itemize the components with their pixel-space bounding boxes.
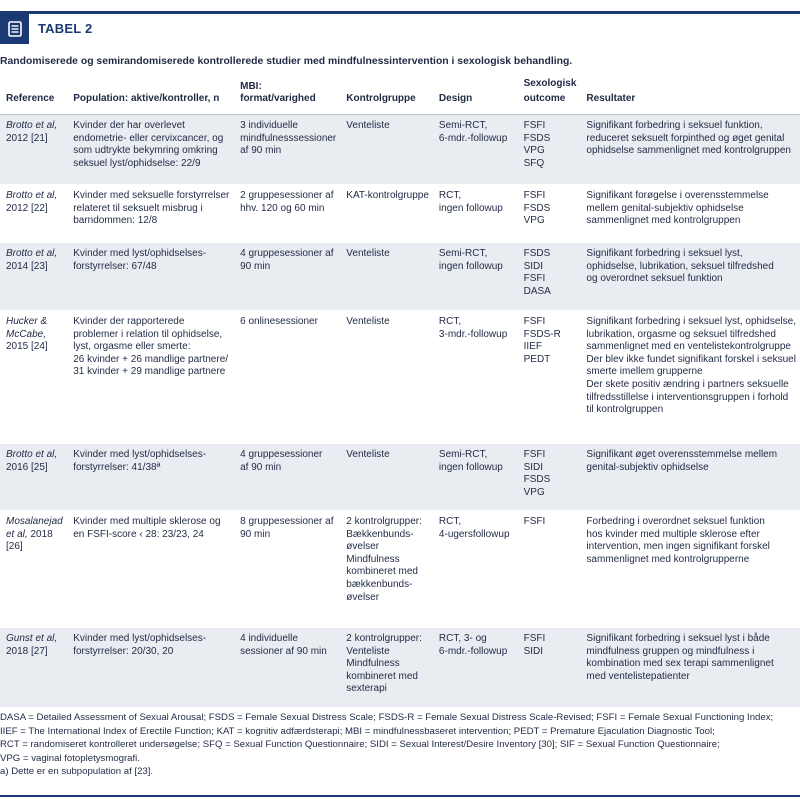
cell-results-line: ophidselse, lubrikation, seksuel tilfredshed: [586, 260, 774, 272]
cell-design-line: 6-mdr.-followup: [438, 645, 508, 657]
cell-results-line: Signifikant forbedring i seksuel lyst,: [586, 248, 743, 259]
cell-design: [433, 243, 518, 311]
cell-results: [580, 311, 800, 444]
cell-results-line: til kontrolgruppen: [586, 404, 664, 416]
cell-results-line: smerte imellem grupperne: [586, 366, 703, 378]
cell-results: [580, 185, 800, 243]
column-header-control: Kontrolgruppe: [340, 76, 433, 115]
cell-outcome-line: FSFI: [523, 449, 546, 460]
cell-population-line: seksuel lyst/ophidselse: 22/9: [73, 157, 201, 169]
cell-population: [67, 511, 234, 628]
cell-outcome-line: VPG: [523, 215, 545, 227]
cell-results: [580, 243, 800, 311]
cell-population-line: Kvinder med lyst/ophidselses-: [73, 449, 207, 460]
table-row: [0, 185, 800, 243]
cell-population-line: problemer i relation til ophidselse,: [73, 328, 223, 340]
reference-year: 2018 [27]: [6, 645, 48, 657]
cell-outcome-line: SIDI: [523, 645, 544, 657]
cell-results-line: intervention, men ingen signifikant forskel: [586, 541, 770, 553]
cell-mbi-line: 4 gruppesessioner af: [240, 248, 334, 259]
cell-reference: [0, 115, 67, 185]
reference-authors: McCabe,: [6, 328, 47, 340]
cell-mbi-line: af 90 min: [240, 145, 282, 157]
cell-results-line: og overordnet seksuel funktion: [586, 273, 723, 285]
cell-outcome-line: FSFI: [523, 516, 546, 527]
cell-results: [580, 511, 800, 628]
cell-mbi-line: hhv. 120 og 60 min: [240, 202, 325, 214]
bottom-rule: [0, 795, 800, 797]
cell-population: [67, 185, 234, 243]
cell-population-line: forstyrrelser: 41/38ª: [73, 461, 161, 473]
cell-results-line: sammenlignet med kontrolgrupperne: [586, 553, 750, 565]
cell-control-line: KAT-kontrolgruppe: [346, 190, 429, 201]
cell-outcome-line: FSFI: [523, 633, 546, 644]
cell-control: [340, 511, 433, 628]
cell-control: [340, 185, 433, 243]
cell-outcome-line: SFQ: [523, 157, 545, 169]
cell-design-line: ingen followup: [438, 461, 503, 473]
cell-reference: [0, 511, 67, 628]
cell-mbi-line: sessioner af 90 min: [240, 645, 327, 657]
cell-design-line: 3-mdr.-followup: [438, 328, 508, 340]
cell-reference: [0, 444, 67, 511]
cell-outcome: [518, 444, 581, 511]
cell-results-line: Signifikant øget overensstemmelse mellem: [586, 449, 778, 460]
cell-results-line: Der skete positiv ændring i partners seksuelle: [586, 378, 789, 390]
reference-authors: Gunst et al,: [6, 633, 58, 644]
cell-population-line: Kvinder med lyst/ophidselses-: [73, 633, 207, 644]
cell-control-line: øvelser: [346, 541, 380, 553]
reference-authors: Brotto et al,: [6, 248, 58, 259]
footnotes: [0, 711, 773, 779]
cell-control-line: Venteliste: [346, 120, 390, 131]
cell-control-line: Venteliste: [346, 316, 390, 327]
cell-control-line: kombineret med: [346, 670, 418, 682]
cell-results-line: Der blev ikke fundet signifikant forskel i seksuel: [586, 353, 796, 365]
cell-population-line: 31 kvinder + 29 mandlige partnere: [73, 366, 226, 378]
reference-year: 2014 [23]: [6, 260, 48, 272]
studies-table: [0, 76, 800, 708]
cell-mbi-line: 6 onlinesessioner: [240, 316, 318, 327]
cell-population: [67, 628, 234, 708]
cell-control-line: Mindfulness: [346, 658, 400, 670]
footnote-line: VPG = vaginal fotopletysmografi.: [0, 752, 140, 764]
cell-population-line: Kvinder med multiple sklerose og: [73, 516, 221, 527]
column-header-population: Population: aktive/kontroller, n: [67, 76, 234, 115]
cell-reference: [0, 243, 67, 311]
cell-results-line: sammenlignet med kontrolgruppen: [586, 215, 741, 227]
cell-mbi: [234, 185, 340, 243]
cell-design-line: ingen followup: [438, 260, 503, 272]
cell-results-line: mindfulness gruppen og mindfulness i: [586, 645, 755, 657]
cell-control: [340, 243, 433, 311]
cell-design-line: RCT,: [438, 316, 462, 327]
column-header-mbi: MBI: format/varighed: [234, 76, 340, 115]
cell-population-line: Kvinder med seksuelle forstyrrelser: [73, 190, 230, 201]
table-caption: Randomiserede og semirandomiserede kontrollerede studier med mindfulnessintervention i sexologisk behandling.: [0, 56, 573, 67]
cell-results: [580, 444, 800, 511]
reference-authors: Brotto et al,: [6, 190, 58, 201]
cell-outcome: [518, 511, 581, 628]
reference-year: 2015 [24]: [6, 341, 48, 353]
cell-design: [433, 628, 518, 708]
cell-mbi: [234, 628, 340, 708]
cell-population: [67, 115, 234, 185]
reference-authors: Brotto et al,: [6, 120, 58, 131]
cell-outcome-line: FSDS: [523, 202, 551, 214]
cell-population-line: som udtrykte bekymring omkring: [73, 145, 218, 157]
cell-population-line: relateret til seksuelt misbrug i: [73, 202, 203, 214]
cell-mbi-line: af 90 min: [240, 461, 282, 473]
cell-population-line: forstyrrelser: 67/48: [73, 260, 157, 272]
table-row: [0, 115, 800, 185]
cell-outcome: [518, 311, 581, 444]
cell-reference: [0, 185, 67, 243]
reference-authors: Brotto et al,: [6, 449, 58, 460]
reference-year: 2012 [21]: [6, 132, 48, 144]
cell-mbi-line: 90 min: [240, 260, 271, 272]
reference-year: 2016 [25]: [6, 461, 48, 473]
reference-authors: Hucker &: [6, 316, 48, 327]
cell-control-line: Mindfulness: [346, 553, 400, 565]
cell-outcome: [518, 243, 581, 311]
cell-mbi: [234, 311, 340, 444]
cell-population: [67, 444, 234, 511]
cell-control-line: Venteliste: [346, 449, 390, 460]
cell-control-line: Venteliste: [346, 645, 390, 657]
cell-population-line: endometrie- eller cervixcancer, og: [73, 132, 224, 144]
cell-results-line: kombination med sex terapi sammenlignet: [586, 658, 774, 670]
cell-results-line: Forbedring i overordnet seksuel funktion: [586, 516, 765, 527]
table-title: TABEL 2: [38, 21, 93, 36]
cell-control-line: 2 kontrolgrupper:: [346, 516, 422, 527]
cell-results-line: Signifikant forbedring i seksuel lyst i både: [586, 633, 770, 644]
cell-outcome-line: SIDI: [523, 461, 544, 473]
cell-population-line: en FSFI-score ‹ 28: 23/23, 24: [73, 528, 204, 540]
cell-control-line: øvelser: [346, 591, 380, 603]
reference-authors: et al, 2018: [6, 528, 53, 540]
table-body: [0, 115, 800, 708]
cell-outcome-line: FSDS: [523, 248, 551, 259]
cell-results-line: ophidselse sammenlignet med kontrolgruppen: [586, 145, 791, 157]
cell-results-line: hos kvinder med multiple sklerose efter: [586, 528, 760, 540]
cell-outcome-line: DASA: [523, 285, 551, 297]
cell-control-line: bækkenbunds-: [346, 578, 413, 590]
footnote-line: DASA = Detailed Assessment of Sexual Arousal; FSDS = Female Sexual Distress Scale; FSDS-R = Female Sexual Distress Scale-Revised; FSFI = Female Sexual Functioning Index;: [0, 712, 774, 723]
cell-control-line: 2 kontrolgrupper:: [346, 633, 422, 644]
cell-mbi: [234, 511, 340, 628]
cell-design: [433, 511, 518, 628]
reference-year: 2012 [22]: [6, 202, 48, 214]
table-header-bar: [0, 14, 800, 44]
cell-design-line: RCT, 3- og: [438, 633, 487, 644]
cell-results-line: Signifikant forbedring i seksuel lyst, ophidselse,: [586, 316, 796, 327]
cell-mbi-line: 4 gruppesessioner: [240, 449, 323, 460]
reference-year: [26]: [6, 541, 23, 553]
column-header-results: Resultater: [580, 76, 800, 115]
cell-outcome: [518, 185, 581, 243]
cell-population: [67, 311, 234, 444]
document-icon: [0, 14, 29, 44]
cell-outcome: [518, 115, 581, 185]
cell-design-line: ingen followup: [438, 202, 503, 214]
cell-design-line: Semi-RCT,: [438, 120, 488, 131]
cell-results-line: sammenlignet med en ventelistekontrolgruppe: [586, 341, 791, 353]
cell-outcome-line: FSFI: [523, 190, 546, 201]
cell-population: [67, 243, 234, 311]
cell-outcome-line: IIEF: [523, 341, 542, 353]
cell-control: [340, 444, 433, 511]
cell-outcome: [518, 628, 581, 708]
cell-outcome-line: FSDS-R: [523, 328, 561, 340]
cell-population-line: forstyrrelser: 20/30, 20: [73, 645, 174, 657]
cell-reference: [0, 628, 67, 708]
cell-design: [433, 185, 518, 243]
cell-results-line: reduceret seksuelt forpinthed og øget genital: [586, 132, 785, 144]
cell-population-line: barndommen: 12/8: [73, 215, 158, 227]
cell-design: [433, 444, 518, 511]
cell-control-line: sexterapi: [346, 683, 387, 695]
table-row: [0, 628, 800, 708]
cell-design-line: Semi-RCT,: [438, 449, 488, 460]
cell-results-line: med ventelistepatienter: [586, 670, 690, 682]
cell-results-line: Signifikant forbedring i seksuel funktion,: [586, 120, 763, 131]
cell-results: [580, 628, 800, 708]
table-row: [0, 311, 800, 444]
cell-mbi-line: 2 gruppesessioner af: [240, 190, 334, 201]
cell-outcome-line: SIDI: [523, 260, 544, 272]
cell-control: [340, 115, 433, 185]
footnote-line: IIEF = The International Index of Erectile Function; KAT = kognitiv adfærdsterapi; MBI = mindfulnessbaseret intervention; PEDT = Premature Ejaculation Diagnostic Tool;: [0, 725, 715, 737]
cell-mbi-line: 90 min: [240, 528, 271, 540]
cell-control-line: kombineret med: [346, 566, 418, 578]
cell-results-line: mellem genital-subjektiv ophidselse: [586, 202, 744, 214]
cell-reference: [0, 311, 67, 444]
cell-population-line: Kvinder der rapporterede: [73, 316, 185, 327]
cell-population-line: lyst, orgasme eller smerte:: [73, 341, 191, 353]
cell-results-line: genital-subjektiv ophidselse: [586, 461, 709, 473]
cell-design-line: Semi-RCT,: [438, 248, 488, 259]
cell-control: [340, 311, 433, 444]
table-header-row: [0, 76, 800, 115]
cell-design-line: RCT,: [438, 516, 462, 527]
cell-results-line: lubrikation, orgasme og seksuel tilfredshed: [586, 328, 776, 340]
table-row: [0, 511, 800, 628]
cell-mbi: [234, 444, 340, 511]
cell-results-line: Signifikant forøgelse i overensstemmelse: [586, 190, 769, 201]
cell-results-line: tilfredsstillelse i interventionsgruppen i forhold: [586, 391, 789, 403]
cell-design: [433, 115, 518, 185]
cell-outcome-line: FSDS: [523, 132, 551, 144]
cell-control-line: Bækkenbunds-: [346, 528, 414, 540]
cell-control: [340, 628, 433, 708]
cell-outcome-line: FSFI: [523, 316, 546, 327]
cell-outcome-line: FSFI: [523, 120, 546, 131]
cell-control-line: Venteliste: [346, 248, 390, 259]
cell-mbi-line: mindfulnesssessioner: [240, 132, 337, 144]
cell-population-line: Kvinder med lyst/ophidselses-: [73, 248, 207, 259]
cell-design-line: 4-ugersfollowup: [438, 528, 510, 540]
cell-outcome-line: VPG: [523, 145, 545, 157]
footnote-line: a) Dette er en subpopulation af [23].: [0, 766, 154, 778]
reference-authors: Mosalanejad: [6, 516, 63, 527]
column-header-reference: Reference: [0, 76, 67, 115]
cell-population-line: Kvinder der har overlevet: [73, 120, 185, 131]
cell-design-line: RCT,: [438, 190, 462, 201]
table-row: [0, 243, 800, 311]
cell-outcome-line: FSFI: [523, 273, 546, 285]
cell-results: [580, 115, 800, 185]
footnote-line: RCT = randomiseret kontrolleret undersøgelse; SFQ = Sexual Function Questionnaire; SIDI = Sexual Interest/Desire Inventory [30]; SIF = Sexual Function Questionnaire;: [0, 739, 720, 751]
cell-mbi: [234, 115, 340, 185]
cell-mbi-line: 3 individuelle: [240, 120, 298, 131]
cell-mbi-line: 4 individuelle: [240, 633, 298, 644]
cell-population-line: 26 kvinder + 26 mandlige partnere/: [73, 353, 229, 365]
cell-design-line: 6-mdr.-followup: [438, 132, 508, 144]
column-header-design: Design: [433, 76, 518, 115]
cell-outcome-line: PEDT: [523, 353, 551, 365]
column-header-outcome: Sexologisk outcome: [518, 76, 581, 115]
cell-outcome-line: VPG: [523, 486, 545, 498]
cell-mbi-line: 8 gruppesessioner af: [240, 516, 334, 527]
cell-mbi: [234, 243, 340, 311]
cell-outcome-line: FSDS: [523, 474, 551, 486]
cell-design: [433, 311, 518, 444]
table-row: [0, 444, 800, 511]
